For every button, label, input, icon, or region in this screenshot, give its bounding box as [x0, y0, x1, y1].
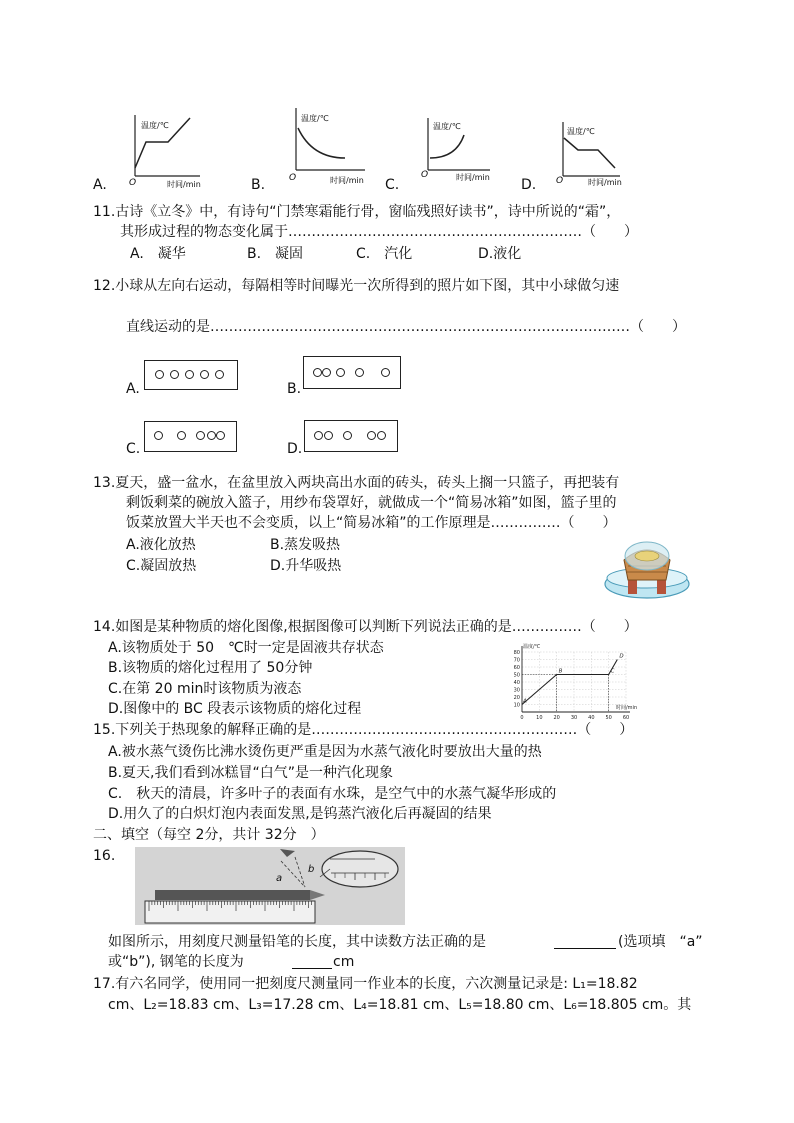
- x-tick-label: 0: [520, 715, 524, 721]
- photo-strip-b: [303, 356, 401, 389]
- q14-option-c: C.在第 20 min时该物质为液态: [108, 681, 302, 697]
- q16-number: 16.: [93, 848, 116, 864]
- q16-line1-text: 如图所示，用刻度尺测量铅笔的长度，其中读数方法正确的是: [108, 934, 486, 950]
- q13-option-c: C.凝固放热: [126, 558, 197, 574]
- point-label-c: C: [610, 668, 615, 675]
- ball: [154, 431, 163, 440]
- q13-option-b: B.蒸发吸热: [270, 537, 341, 553]
- ball: [322, 368, 331, 377]
- graph-a-xlabel: 时间/min: [167, 180, 201, 189]
- y-tick-label: 20: [513, 695, 520, 701]
- x-tick-label: 40: [588, 715, 595, 721]
- section-heading-fill-in: 二、填空（每空 2分，共计 32分 ）: [93, 827, 325, 843]
- graph-d-xlabel: 时间/min: [588, 178, 622, 187]
- q16-line2-text: 或“b”), 钢笔的长度为: [108, 954, 244, 970]
- ball: [381, 368, 390, 377]
- y-tick-label: 50: [513, 672, 520, 679]
- ball: [170, 370, 179, 379]
- q13-option-a: A.液化放热: [126, 537, 196, 553]
- q16-answer-blank-2[interactable]: [292, 968, 332, 969]
- ball: [324, 431, 333, 440]
- y-tick-label: 40: [513, 680, 520, 686]
- ball: [367, 431, 376, 440]
- graph-label-a: A.: [93, 177, 107, 193]
- q13-line1: 13.夏天，盛一盆水，在盆里放入两块高出水面的砖头，砖头上搁一只篮子，再把装有: [93, 475, 620, 491]
- graph-d-origin: O: [556, 176, 564, 186]
- q11-option-a: A. 凝华: [130, 246, 186, 262]
- ball: [215, 370, 224, 379]
- x-tick-label: 30: [570, 715, 578, 721]
- x-axis-label: 时间/min: [616, 705, 638, 711]
- y-axis-label: 温度/℃: [523, 644, 541, 650]
- photo-label-a: a: [276, 873, 283, 884]
- ball: [314, 431, 323, 440]
- q11-option-d: D.液化: [478, 246, 522, 262]
- ball: [185, 370, 194, 379]
- ball: [155, 370, 164, 379]
- graph-a-origin: O: [129, 178, 137, 188]
- graph-d-ylabel: 温度/℃: [567, 127, 595, 136]
- q13-line3: 饭菜放置大半天也不会变质，以上“简易冰箱”的工作原理是……………（ ）: [126, 515, 617, 531]
- graph-label-d: D.: [521, 177, 537, 193]
- ball: [343, 431, 352, 440]
- ball: [196, 431, 205, 440]
- ball: [207, 431, 216, 440]
- graph-a-ylabel: 温度/℃: [141, 121, 169, 130]
- photo-strip-d: [304, 420, 398, 452]
- y-tick-label: 30: [513, 687, 520, 694]
- q16-line1-suffix: (选项填 “a”: [618, 934, 703, 950]
- q11-line1: 11.古诗《立冬》中，有诗句“门禁寒霜能行骨，窗临残照好读书”，诗中所说的“霜”，: [93, 204, 621, 220]
- graph-c-ylabel: 温度/℃: [433, 122, 461, 131]
- graph-b-origin: O: [289, 173, 297, 183]
- q11-option-b: B. 凝固: [247, 246, 304, 262]
- x-tick-label: 20: [553, 715, 560, 721]
- q11-option-c: C. 汽化: [356, 246, 413, 262]
- point-label-a: A: [523, 698, 527, 705]
- graph-label-c: C.: [385, 177, 400, 193]
- q15-option-c: C. 秋天的清晨，许多叶子的表面有水珠，是空气中的水蒸气凝华形成的: [108, 786, 557, 802]
- q15-option-a: A.被水蒸气烫伤比沸水烫伤更严重是因为水蒸气液化时要放出大量的热: [108, 744, 542, 760]
- x-tick-label: 60: [622, 715, 630, 721]
- graph-b-ylabel: 温度/℃: [301, 114, 329, 123]
- q16-answer-blank-1[interactable]: [554, 948, 616, 949]
- ball: [336, 368, 345, 377]
- ruler-photo: [135, 847, 405, 925]
- q12-label-a: A.: [126, 381, 140, 397]
- q12-label-d: D.: [287, 441, 303, 457]
- melting-chart: [508, 644, 638, 720]
- q15-option-d: D.用久了的白炽灯泡内表面发黑,是钨蒸汽液化后再凝固的结果: [108, 806, 492, 822]
- melting-chart-svg: [508, 644, 638, 720]
- y-tick-label: 60: [513, 665, 520, 671]
- y-tick-label: 70: [513, 657, 520, 664]
- point-label-b: B: [558, 668, 563, 675]
- q16-unit: cm: [333, 954, 355, 970]
- q12-label-c: C.: [126, 441, 141, 457]
- ball: [313, 368, 322, 377]
- graph-label-b: B.: [251, 177, 266, 193]
- q12-line1: 12.小球从左向右运动，每隔相等时间曝光一次所得到的照片如下图，其中小球做匀速: [93, 278, 620, 294]
- q17-line2: cm、L₂=18.83 cm、L₃=17.28 cm、L₄=18.81 cm、L₅=18.80 cm、L₆=18.805 cm。其: [108, 997, 692, 1013]
- q14-option-b: B.该物质的熔化过程用了 50分钟: [108, 660, 313, 676]
- q13-line2: 剩饭剩菜的碗放入篮子，用纱布袋罩好，就做成一个“简易冰箱”如图，篮子里的: [126, 495, 617, 511]
- y-tick-label: 80: [513, 650, 520, 656]
- graph-b-xlabel: 时间/min: [330, 176, 364, 185]
- q13-option-d: D.升华吸热: [270, 558, 342, 574]
- point-label-d: D: [619, 653, 624, 660]
- q14-line1: 14.如图是某种物质的熔化图像,根据图像可以判断下列说法正确的是……………（ ）: [93, 619, 638, 635]
- q11-line2: 其形成过程的物态变化属于………………………………………………………（ ）: [120, 224, 638, 240]
- photo-strip-a: [144, 360, 238, 390]
- ball: [216, 431, 225, 440]
- q12-line2: 直线运动的是………………………………………………………………………………（ ）: [126, 319, 686, 335]
- y-tick-label: 10: [513, 702, 520, 709]
- ball: [177, 431, 186, 440]
- q15-line1: 15.下列关于热现象的解释正确的是…………………………………………………（ ）: [93, 722, 634, 738]
- x-tick-label: 50: [605, 715, 612, 721]
- q14-option-a: A.该物质处于 50 ℃时一定是固液共存状态: [108, 640, 384, 656]
- simple-fridge-illustration: [602, 536, 692, 606]
- q14-option-d: D.图像中的 BC 段表示该物质的熔化过程: [108, 701, 362, 717]
- q15-option-b: B.夏天,我们看到冰糕冒“白气”是一种汽化现象: [108, 765, 394, 781]
- ball: [200, 370, 209, 379]
- q17-line1: 17.有六名同学，使用同一把刻度尺测量同一作业本的长度，六次测量记录是: L₁=18.82: [93, 976, 638, 992]
- graph-c-xlabel: 时间/min: [456, 173, 490, 182]
- graph-c-origin: O: [421, 170, 429, 180]
- ball: [377, 431, 386, 440]
- q12-label-b: B.: [287, 381, 302, 397]
- photo-strip-c: [144, 421, 237, 452]
- ball: [355, 368, 364, 377]
- x-tick-label: 10: [536, 715, 543, 721]
- photo-label-b: b: [308, 864, 315, 875]
